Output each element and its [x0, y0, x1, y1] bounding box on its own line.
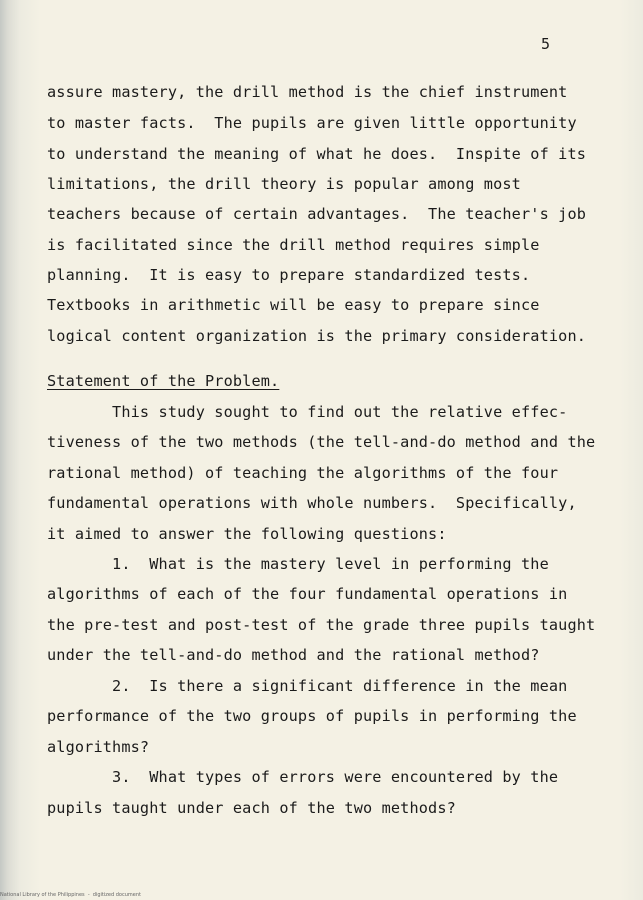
text-line: to understand the meaning of what he does. Inspite of its — [47, 145, 587, 163]
text-line: assure mastery, the drill method is the chief instrument — [47, 83, 568, 101]
question-line: the pre-test and post-test of the grade three pupils taught — [47, 616, 596, 634]
question-line: pupils taught under each of the two methods? — [47, 799, 456, 817]
text-line: logical content organization is the primary consideration. — [47, 327, 587, 345]
text-line: is facilitated since the drill method requires simple — [47, 236, 540, 254]
text-line: limitations, the drill theory is popular among most — [47, 175, 521, 193]
question-line: 2. Is there a significant difference in the mean — [47, 677, 568, 695]
question-line: under the tell-and-do method and the rational method? — [47, 646, 540, 664]
text-line: This study sought to find out the relative effec- — [47, 403, 568, 421]
text-line: Textbooks in arithmetic will be easy to prepare since — [47, 296, 540, 314]
text-line: teachers because of certain advantages. The teacher's job — [47, 205, 587, 223]
question-line: 1. What is the mastery level in performing the — [47, 555, 549, 573]
text-line: fundamental operations with whole numbers. Specifically, — [47, 494, 577, 512]
text-line: tiveness of the two methods (the tell-and-do method and the — [47, 433, 596, 451]
question-line: 3. What types of errors were encountered by the — [47, 768, 559, 786]
question-line: algorithms of each of the four fundamental operations in — [47, 585, 568, 603]
text-line: it aimed to answer the following questions: — [47, 525, 447, 543]
question-line: performance of the two groups of pupils in performing the — [47, 707, 577, 725]
question-line: algorithms? — [47, 738, 150, 756]
section-heading: Statement of the Problem. — [47, 372, 280, 390]
text-line: to master facts. The pupils are given little opportunity — [47, 114, 577, 132]
text-line: planning. It is easy to prepare standardized tests. — [47, 266, 531, 284]
text-line: rational method) of teaching the algorithms of the four — [47, 464, 559, 482]
page-number: 5 — [541, 35, 551, 53]
scan-footer: National Library of the Philippines - digitized document — [0, 892, 141, 898]
